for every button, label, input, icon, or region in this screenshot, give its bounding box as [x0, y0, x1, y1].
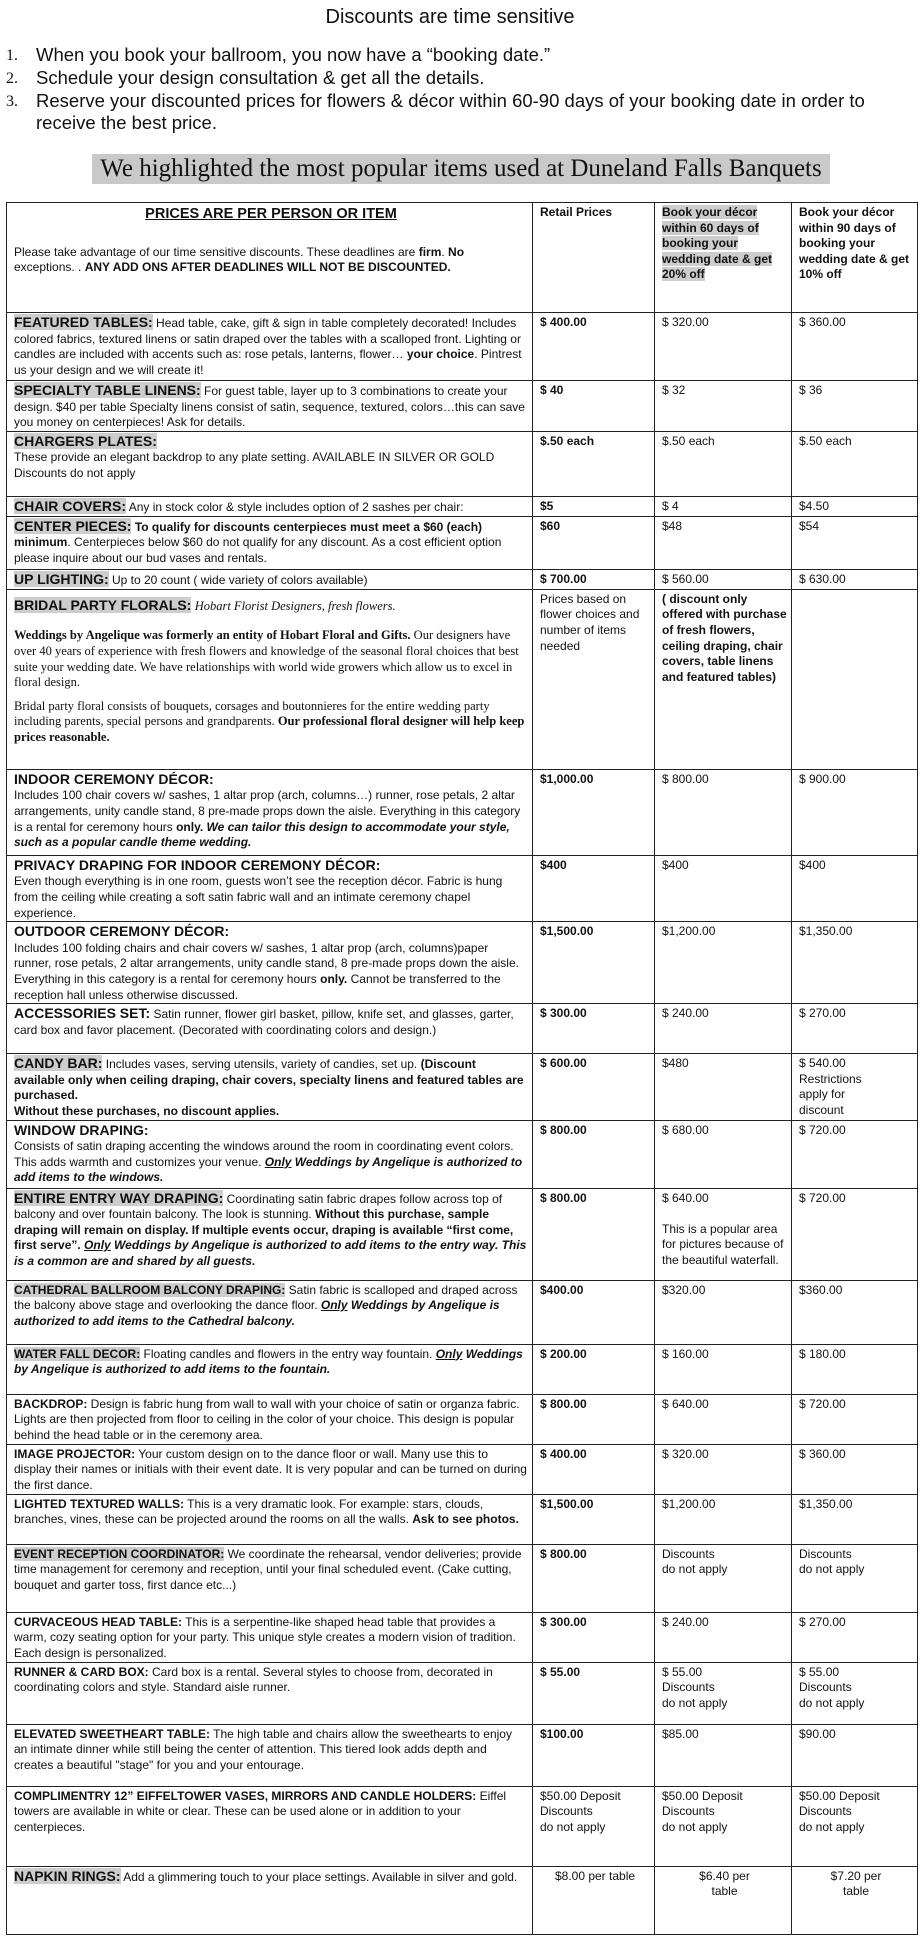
retail-price: $1,000.00: [533, 769, 655, 855]
steps-list: [6, 44, 906, 134]
retail-price: $ 40: [533, 381, 655, 432]
table-row: [7, 313, 918, 381]
step-number: 3.: [6, 93, 18, 110]
price-90: Discounts do not apply: [792, 1544, 918, 1612]
price-60: $ 640.00: [655, 1394, 792, 1444]
price-60: $ 55.00 Discounts do not apply: [655, 1662, 792, 1724]
price-60: $ 32: [655, 381, 792, 432]
price-90: $ 55.00 Discounts do not apply: [792, 1662, 918, 1724]
item-description: SPECIALTY TABLE LINENS: For guest table, layer up to 3 combinations to create your design. $40 per table Specialty linens consist of satin, sequence, textured, colors…this can save you money on centerpieces! Ask for details.: [7, 381, 533, 432]
price-60: $50.00 Deposit Discounts do not apply: [655, 1786, 792, 1866]
table-row: [7, 1394, 918, 1444]
retail-price: $ 300.00: [533, 1004, 655, 1054]
price-90: $ 36: [792, 381, 918, 432]
table-row: [7, 1544, 918, 1612]
retail-price: $ 700.00: [533, 569, 655, 589]
price-60: $.50 each: [655, 431, 792, 496]
retail-price: $1,500.00: [533, 922, 655, 1004]
deadline-note: Please take advantage of our time sensitive discounts. These deadlines are firm. No exceptions. . ANY ADD ONS AFTER DEADLINES WILL NOT BE DISCOUNTED.: [14, 244, 465, 275]
price-90: $90.00: [792, 1724, 918, 1786]
price-60: $ 800.00: [655, 769, 792, 855]
table-row: [7, 1444, 918, 1494]
price-60: $ 680.00: [655, 1120, 792, 1188]
retail-price: $ 400.00: [533, 1444, 655, 1494]
prices-title: PRICES ARE PER PERSON OR ITEM: [145, 206, 397, 222]
table-row: [7, 1866, 918, 1934]
retail-price: $100.00: [533, 1724, 655, 1786]
price-90: $50.00 Deposit Discounts do not apply: [792, 1786, 918, 1866]
item-description: INDOOR CEREMONY DÉCOR: Includes 100 chair covers w/ sashes, 1 altar prop (arch, columns…) runner, rose petals, 2 altar arrangements, unity candle stand, 8 pre-made props down the aisle. Everything in this category is a rental for ceremony hours only. We can tailor this design to accommodate your style, such as a popular candle theme wedding.: [7, 769, 533, 855]
table-row: [7, 1280, 918, 1344]
header-description-cell: [7, 203, 533, 313]
price-90: $4.50: [792, 496, 918, 516]
price-90: $ 900.00: [792, 769, 918, 855]
price-60: $ 240.00: [655, 1004, 792, 1054]
price-60: $400: [655, 855, 792, 921]
retail-price: $.50 each: [533, 431, 655, 496]
item-description: WINDOW DRAPING: Consists of satin draping accenting the windows around the room in coordinating event colors. This adds warmth and customizes your venue. Only Weddings by Angelique is authorized to add items to the windows.: [7, 1120, 533, 1188]
table-row: [7, 569, 918, 589]
price-90: $ 360.00: [792, 313, 918, 381]
retail-price: $ 400.00: [533, 313, 655, 381]
price-60: $ 640.00 This is a popular area for pictures because of the beautiful waterfall.: [655, 1188, 792, 1280]
table-row: [7, 1786, 918, 1866]
table-row: [7, 431, 918, 496]
item-description: CURVACEOUS HEAD TABLE: This is a serpentine-like shaped head table that provides a warm, cozy seating option for your party. This unique style creates a modern vision of tradition. Each design is personalized.: [7, 1612, 533, 1662]
table-row: [7, 1188, 918, 1280]
price-90: $400: [792, 855, 918, 921]
price-60: $85.00: [655, 1724, 792, 1786]
retail-price: $ 800.00: [533, 1544, 655, 1612]
banner-wrap: [0, 154, 922, 184]
price-90: $360.00: [792, 1280, 918, 1344]
table-row: [7, 855, 918, 921]
item-description: CHAIR COVERS: Any in stock color & style includes option of 2 sashes per chair:: [7, 496, 533, 516]
table-header-row: [7, 203, 918, 313]
step-text: Schedule your design consultation & get all the details.: [36, 67, 485, 88]
price-60: $ 320.00: [655, 1444, 792, 1494]
step-number: 1.: [6, 47, 18, 64]
table-row: [7, 1120, 918, 1188]
table-row: [7, 1662, 918, 1724]
table-row: [7, 1724, 918, 1786]
page-title: Discounts are time sensitive: [325, 6, 575, 28]
step-item: [6, 44, 906, 67]
price-table: [6, 202, 918, 1935]
retail-price: $5: [533, 496, 655, 516]
step-item: [6, 67, 906, 90]
retail-price: $60: [533, 516, 655, 569]
step-text: When you book your ballroom, you now have a “booking date.”: [36, 44, 551, 65]
retail-price: $1,500.00: [533, 1494, 655, 1544]
item-description: LIGHTED TEXTURED WALLS: This is a very dramatic look. For example: stars, clouds, branches, vines, these can be projected around the rooms on all the walls. Ask to see photos.: [7, 1494, 533, 1544]
price-90: $54: [792, 516, 918, 569]
retail-price: $ 300.00: [533, 1612, 655, 1662]
retail-price: Prices based on flower choices and number of items needed: [533, 589, 655, 769]
retail-price: $ 55.00: [533, 1662, 655, 1724]
price-60: $ 320.00: [655, 313, 792, 381]
price-60: $480: [655, 1054, 792, 1120]
item-description: WATER FALL DECOR: Floating candles and flowers in the entry way fountain. Only Weddings by Angelique is authorized to add items to the fountain.: [7, 1344, 533, 1394]
price-60: $ 560.00: [655, 569, 792, 589]
step-item: [6, 90, 906, 134]
price-90: $ 720.00: [792, 1394, 918, 1444]
retail-price: $ 800.00: [533, 1120, 655, 1188]
item-description: EVENT RECEPTION COORDINATOR: We coordinate the rehearsal, vendor deliveries; provide time management for ceremony and reception, until your final scheduled event. (Cake cutting, bouquet and garter toss, first dance etc...): [7, 1544, 533, 1612]
price-90: $7.20 per table: [792, 1866, 918, 1934]
item-description: CENTER PIECES: To qualify for discounts centerpieces must meet a $60 (each) minimum. Centerpieces below $60 do not qualify for any discount. As a cost efficient option please inquire about our bud vases and rentals.: [7, 516, 533, 569]
highlight-banner: We highlighted the most popular items used at Duneland Falls Banquets: [92, 154, 829, 184]
price-90: [792, 589, 918, 769]
item-description: RUNNER & CARD BOX: Card box is a rental. Several styles to choose from, decorated in coordinating colors and style. Standard aisle runner.: [7, 1662, 533, 1724]
price-60: $320.00: [655, 1280, 792, 1344]
price-60: ( discount only offered with purchase of fresh flowers, ceiling draping, chair covers, table linens and featured tables): [655, 589, 792, 769]
retail-price: $8.00 per table: [533, 1866, 655, 1934]
item-description: CANDY BAR: Includes vases, serving utensils, variety of candies, set up. (Discount available only when ceiling draping, chair covers, specialty linens and featured tables are purchased. Without these purchases, no discount applies.: [7, 1054, 533, 1120]
table-row: [7, 1004, 918, 1054]
retail-price: $ 600.00: [533, 1054, 655, 1120]
price-90: $ 630.00: [792, 569, 918, 589]
price-90: $ 720.00: [792, 1120, 918, 1188]
table-row: [7, 1054, 918, 1120]
table-row: [7, 1344, 918, 1394]
retail-price: $ 800.00: [533, 1394, 655, 1444]
price-60: $ 160.00: [655, 1344, 792, 1394]
item-description: PRIVACY DRAPING FOR INDOOR CEREMONY DÉCOR: Even though everything is in one room, guests won’t see the reception décor. Fabric is hung from the ceiling while creating a soft satin fabric wall and an intimate ceremony chapel experience.: [7, 855, 533, 921]
price-60: $ 240.00: [655, 1612, 792, 1662]
step-text: Reserve your discounted prices for flowers & décor within 60-90 days of your booking date in order to receive the best price.: [36, 90, 865, 133]
retail-price: $400.00: [533, 1280, 655, 1344]
price-60: $1,200.00: [655, 922, 792, 1004]
item-description: BACKDROP: Design is fabric hung from wall to wall with your choice of satin or organza fabric. Lights are then projected from floor to ceiling in the color of your choice. This design is popular behind the head table or in the ceremony area.: [7, 1394, 533, 1444]
price-90: $1,350.00: [792, 1494, 918, 1544]
table-row: [7, 922, 918, 1004]
price-90: $ 270.00: [792, 1612, 918, 1662]
step-number: 2.: [6, 70, 18, 87]
price-60: $48: [655, 516, 792, 569]
item-description: UP LIGHTING: Up to 20 count ( wide variety of colors available): [7, 569, 533, 589]
price-90: $.50 each: [792, 431, 918, 496]
table-row: [7, 769, 918, 855]
price-90: $ 720.00: [792, 1188, 918, 1280]
discount-90-header: Book your décor within 90 days of booking your wedding date & get 10% off: [792, 203, 918, 313]
table-row: [7, 496, 918, 516]
item-description: CATHEDRAL BALLROOM BALCONY DRAPING: Satin fabric is scalloped and draped across the balcony above stage and overlooking the dance floor. Only Weddings by Angelique is authorized to add items to the Cathedral balcony.: [7, 1280, 533, 1344]
price-90: $1,350.00: [792, 922, 918, 1004]
price-90: $ 270.00: [792, 1004, 918, 1054]
table-row: [7, 1612, 918, 1662]
table-row: [7, 516, 918, 569]
item-description: BRIDAL PARTY FLORALS: Hobart Florist Designers, fresh flowers. Weddings by Angelique was formerly an entity of Hobart Floral and Gifts. Our designers have over 40 years of experience with fresh flowers and knowledge of the seasonal floral choices that best suite your wedding date. We have relationships with world wide growers which allow us to excel in floral design. Bridal party floral consists of bouquets, corsages and boutonnieres for the entire wedding party including parents, special persons and grandparents. Our professional floral designer will help keep prices reasonable.: [7, 589, 533, 769]
price-90: $ 180.00: [792, 1344, 918, 1394]
price-60: Discounts do not apply: [655, 1544, 792, 1612]
item-description: ENTIRE ENTRY WAY DRAPING: Coordinating satin fabric drapes follow across top of balcony and over fountain balcony. The look is stunning. Without this purchase, sample draping will remain on display. If multiple events occur, draping is available “first come, first serve”. Only Weddings by Angelique is authorized to add items to the entry way. This is a common are and shared by all guests.: [7, 1188, 533, 1280]
table-row: [7, 381, 918, 432]
price-60: $6.40 per table: [655, 1866, 792, 1934]
table-row: [7, 589, 918, 769]
discount-60-header: Book your décor within 60 days of booking your wedding date & get 20% off: [655, 203, 792, 313]
item-description: OUTDOOR CEREMONY DÉCOR: Includes 100 folding chairs and chair covers w/ sashes, 1 altar prop (arch, columns)paper runner, rose petals, 2 altar arrangements, unity candle stand, 8 pre-made props down the aisle. Everything in this category is a rental for ceremony hours only. Cannot be transferred to the reception hall unless otherwise discussed.: [7, 922, 533, 1004]
item-description: CHARGERS PLATES: These provide an elegant backdrop to any plate setting. AVAILABLE IN SILVER OR GOLD Discounts do not apply: [7, 431, 533, 496]
retail-header: Retail Prices: [533, 203, 655, 313]
item-description: IMAGE PROJECTOR: Your custom design on to the dance floor or wall. Many use this to display their names or initials with their event date. It is very popular and can be turned on during the first dance.: [7, 1444, 533, 1494]
price-60: $1,200.00: [655, 1494, 792, 1544]
item-description: ACCESSORIES SET: Satin runner, flower girl basket, pillow, knife set, and glasses, garter, card box and favor placement. (Decorated with coordinating colors and design.): [7, 1004, 533, 1054]
retail-price: $50.00 Deposit Discounts do not apply: [533, 1786, 655, 1866]
item-description: NAPKIN RINGS: Add a glimmering touch to your place settings. Available in silver and gold.: [7, 1866, 533, 1934]
retail-price: $400: [533, 855, 655, 921]
price-60: $ 4: [655, 496, 792, 516]
table-row: [7, 1494, 918, 1544]
retail-price: $ 200.00: [533, 1344, 655, 1394]
item-description: COMPLIMENTRY 12” EIFFELTOWER VASES, MIRRORS AND CANDLE HOLDERS: Eiffel towers are available in white or clear. These can be used alone or in addition to your centerpieces.: [7, 1786, 533, 1866]
price-90: $ 360.00: [792, 1444, 918, 1494]
item-description: ELEVATED SWEETHEART TABLE: The high table and chairs allow the sweethearts to enjoy an intimate dinner while still being the center of attention. This tiered look adds depth and creates a beautiful "stage" for you and your entourage.: [7, 1724, 533, 1786]
item-description: FEATURED TABLES: Head table, cake, gift & sign in table completely decorated! Includes colored fabrics, textured linens or satin draped over the tables with a scalloped front. Lighting or candles are included with accents such as: rose petals, lanterns, flower… your choice. Pintrest us your design and we will create it!: [7, 313, 533, 381]
price-90: $ 540.00 Restrictions apply for discount: [792, 1054, 918, 1120]
retail-price: $ 800.00: [533, 1188, 655, 1280]
